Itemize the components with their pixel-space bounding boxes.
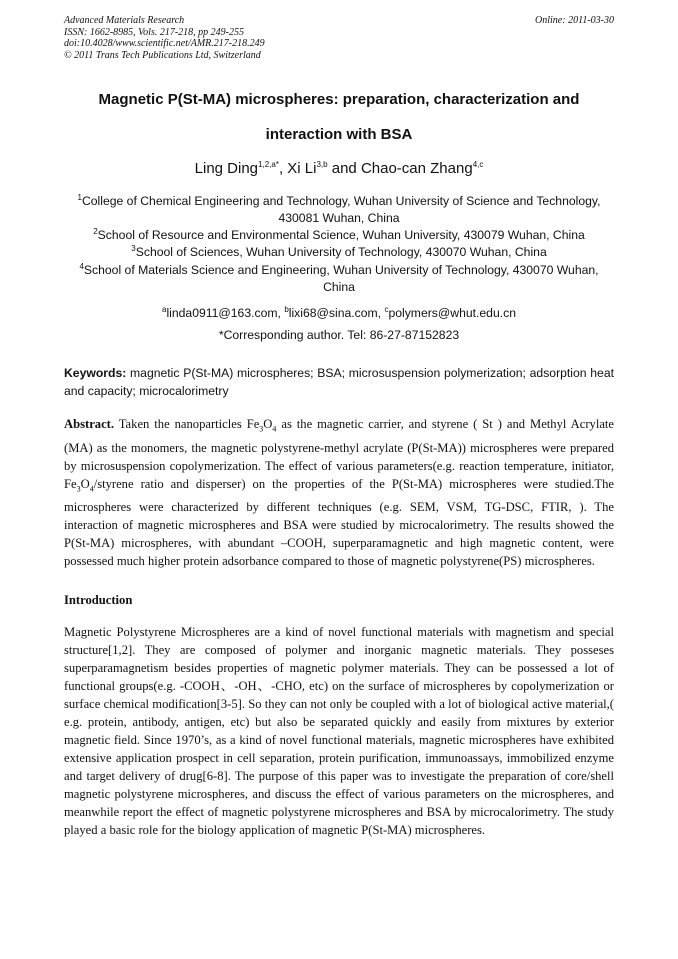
keywords-label: Keywords: — [64, 366, 127, 380]
affiliation-2-sup: 2 — [93, 227, 98, 236]
author-1-sup: 1,2,a* — [258, 160, 279, 169]
email-c-link[interactable]: polymers@whut.edu.cn — [388, 306, 516, 321]
author-3-name: and Chao-can Zhang — [327, 160, 473, 177]
author-1-name: Ling Ding — [194, 160, 259, 177]
affiliation-1-sup: 1 — [77, 193, 82, 202]
affiliation-1-line-1: College of Chemical Engineering and Technology, Wuhan University of Science and Technology, — [81, 194, 601, 209]
abstract-label: Abstract. — [64, 417, 115, 431]
affiliation-1-line-2: 430081 Wuhan, China — [278, 211, 400, 226]
abstract-text-3: /styrene ratio and disperser) on the properties of the P(St-MA) microspheres were studied.The microspheres were characterized by different techniques (e.g. SEM, VSM, TG-DSC, FTIR, ). The interaction of magnetic microspheres and BSA were studied by microcalorimetry. The results showed the P(St-MA) microspheres, with abundant –COOH, superparamagnetic and high magnetic content, were possessed much higher protein adsorbance compared to those of magnetic polystyrene(PS) microspheres. — [64, 476, 614, 569]
affiliation-4-sup: 4 — [79, 262, 84, 271]
author-2-name: , Xi Li — [278, 160, 317, 177]
abstract-text-2: as the magnetic carrier, and styrene ( St ) and Methyl Acrylate (MA) as the monomers, the magnetic polystyrene-methyl acrylate (P(St-MA)) microspheres were prepared by microsuspension copolymerization. The effect of various parameters(e.g. reaction temperature, initiator, Fe — [64, 417, 614, 491]
abstract-sub-2: 4 — [272, 424, 277, 434]
email-c-sup: c — [384, 305, 389, 314]
journal-name: Advanced Materials Research — [64, 15, 185, 26]
abstract-sub-3: 3 — [76, 484, 81, 494]
copyright-line: © 2011 Trans Tech Publications Ltd, Switzerland — [64, 49, 261, 61]
doi-line: doi:10.4028/www.scientific.net/AMR.217-218.249 — [64, 38, 265, 49]
abstract-oxygen-1: O — [263, 417, 273, 431]
paper-title-line-2: interaction with BSA — [265, 126, 413, 143]
email-a-link[interactable]: linda0911@163.com, — [166, 306, 285, 321]
affiliation-4-line-2: China — [323, 280, 355, 295]
introduction-heading: Introduction — [64, 593, 133, 607]
corresponding-author: *Corresponding author. Tel: 86-27-87152823 — [218, 328, 460, 342]
email-b-sup: b — [284, 305, 289, 314]
author-list — [64, 160, 614, 177]
keywords-text: magnetic P(St-MA) microspheres; BSA; microsuspension polymerization; adsorption heat and capacity; microcalorimetry — [64, 366, 614, 398]
abstract-block — [64, 415, 614, 570]
affiliation-1 — [64, 189, 614, 227]
affiliation-4 — [64, 258, 614, 296]
affiliation-4-line-1: School of Materials Science and Engineering, Wuhan University of Technology, 430070 Wuhan, — [83, 263, 599, 278]
journal-header — [64, 15, 265, 61]
author-3-sup: 4,c — [472, 160, 484, 169]
email-b-link[interactable]: lixi68@sina.com, — [288, 306, 385, 321]
abstract-sub-1: 3 — [259, 424, 264, 434]
issn-line: ISSN: 1662-8985, Vols. 217-218, pp 249-255 — [64, 26, 244, 38]
abstract-oxygen-2: O — [80, 476, 90, 491]
introduction-text: Magnetic Polystyrene Microspheres are a kind of novel functional materials with magnetism and special structure[1,2]. They are composed of polymer and inorganic magnetic materials. They posseses superparamagnetism besides properties of magnetic polymer materials. They can be possessed a lot of functional groups(e.g. -COOH、-OH、-CHO, etc) on the surface of microspheres by copolymerization or surface chemical modification[3-5]. So they can not only be coupled with a lot of biological active material,( e.g. protein, antibody, antigen, etc) but also be separated quickly and easily from mixtures by exterior magnetic field. Since 1970’s, as a kind of novel functional materials, magnetic microspheres have exhibited extensive application prospect in cell separation, protein purification, immunoassays, immobilized enzyme and target delivery of drug[6-8]. The purpose of this paper was to investigate the preparation of core/shell magnetic polystyrene microspheres, and discuss the effect of various parameters on the microspheres, and meanwhile report the effect of magnetic polystyrene microspheres and BSA by microcalorimetry. The study played a basic role for the biology application of magnetic P(St-MA) microspheres. — [64, 625, 614, 837]
email-a-sup: a — [162, 305, 167, 314]
author-emails — [64, 301, 614, 322]
abstract-sub-4: 4 — [89, 484, 94, 494]
abstract-text-1: Taken the nanoparticles Fe — [114, 417, 260, 431]
author-2-sup: 3,b — [316, 160, 328, 169]
online-date: Online: 2011-03-30 — [535, 15, 614, 26]
keywords-block — [64, 364, 614, 400]
affiliation-3-sup: 3 — [131, 244, 136, 253]
affiliation-2-text: School of Resource and Environmental Science, Wuhan University, 430079 Wuhan, China — [97, 228, 585, 243]
affiliation-3-text: School of Sciences, Wuhan University of Technology, 430070 Wuhan, China — [135, 245, 547, 260]
paper-title-line-1: Magnetic P(St-MA) microspheres: preparation, characterization and — [98, 91, 580, 108]
